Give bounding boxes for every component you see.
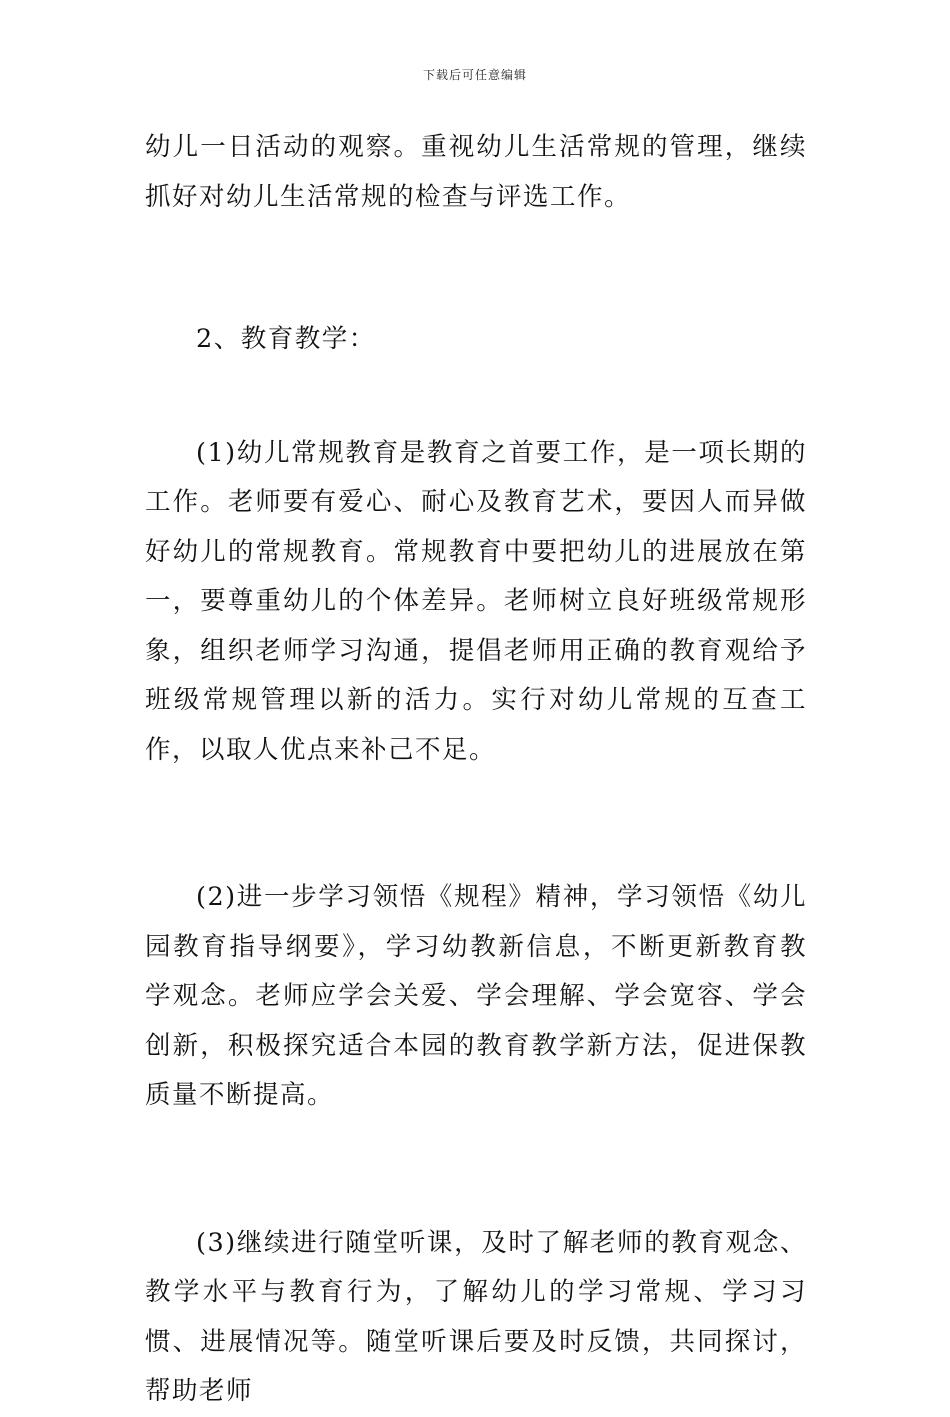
paragraph-item-2: (2)进一步学习领悟《规程》精神，学习领悟《幼儿园教育指导纲要》，学习幼教新信息，不断更新教育教学观念。老师应学会关爱、学会理解、学会宽容、学会创新，积极探究适合本园的教育教学新方法，促进保教质量不断提高。	[145, 882, 807, 1110]
paragraph-continuation: 幼儿一日活动的观察。重视幼儿生活常规的管理，继续抓好对幼儿生活常规的检查与评选工作。	[145, 132, 807, 212]
document-body	[145, 123, 807, 1417]
header-note: 下载后可任意编辑	[422, 68, 527, 82]
paragraph-item-1: (1)幼儿常规教育是教育之首要工作，是一项长期的工作。老师要有爱心、耐心及教育艺术，要因人而异做好幼儿的常规教育。常规教育中要把幼儿的进展放在第一，要尊重幼儿的个体差异。老师树立良好班级常规形象，组织老师学习沟通，提倡老师用正确的教育观给予班级常规管理以新的活力。实行对幼儿常规的互查工作，以取人优点来补己不足。	[145, 437, 807, 765]
section-heading: 2、教育教学：	[196, 324, 376, 354]
paragraph-item-3: (3)继续进行随堂听课，及时了解老师的教育观念、教学水平与教育行为，了解幼儿的学习常规、学习习惯、进展情况等。随堂听课后要及时反馈，共同探讨，帮助老师	[145, 1227, 807, 1406]
